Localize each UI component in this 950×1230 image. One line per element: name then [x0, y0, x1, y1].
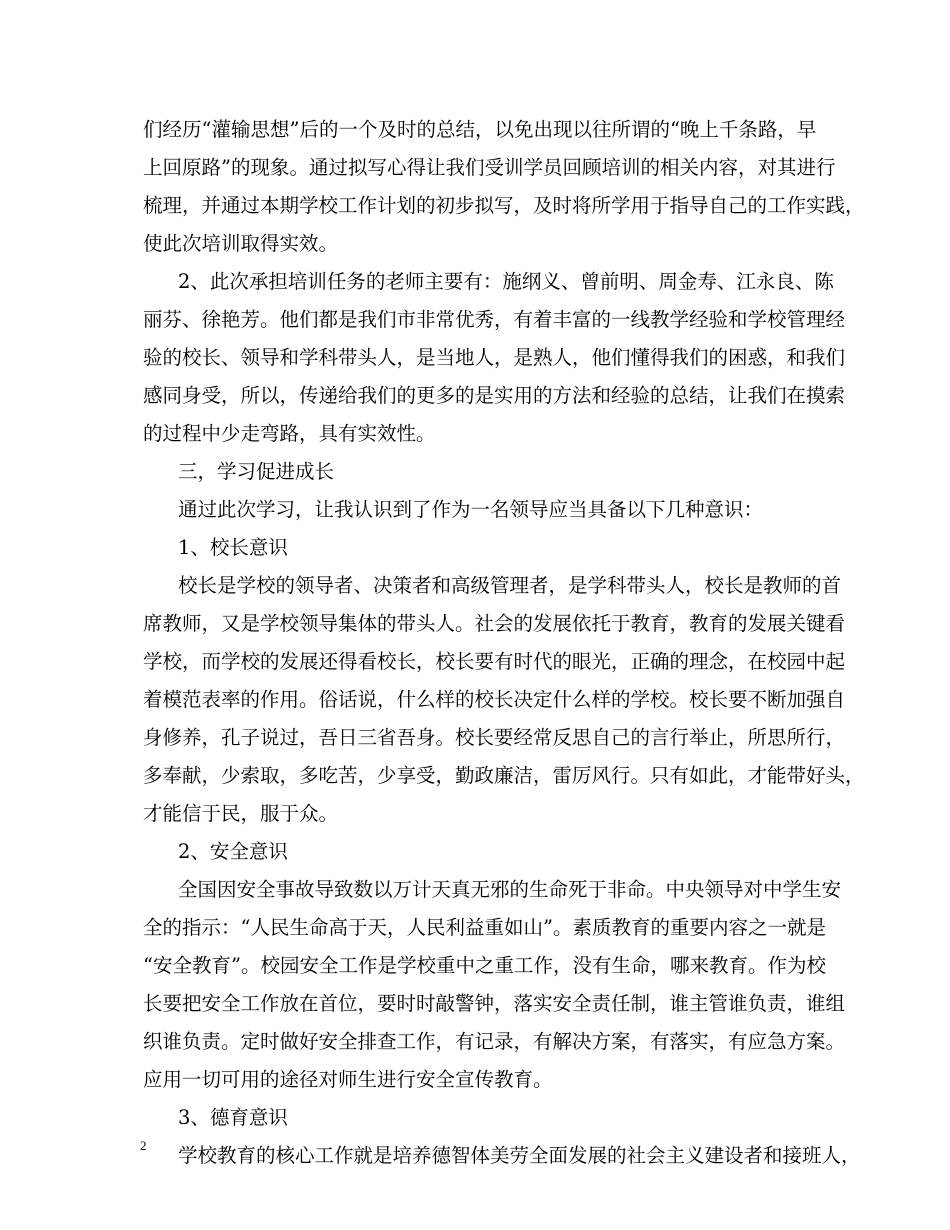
body-text-line: 长要把安全工作放在首位，要时时敲警钟，落实安全责任制，谁主管谁负责，谁组 — [143, 992, 846, 1015]
paragraph-first-line: 2、此次承担培训任务的老师主要有：施纲义、曾前明、周金寿、江永良、陈 — [178, 270, 834, 293]
subsection-heading: 3、德育意识 — [178, 1106, 288, 1129]
body-text-line: 多奉献，少索取，多吃苦，少享受，勤政廉洁，雷厉风行。只有如此，才能带好头， — [143, 764, 865, 787]
body-text-line: 梳理，并通过本期学校工作计划的初步拟写，及时将所学用于指导自己的工作实践， — [143, 194, 865, 217]
body-text-line: 全的指示：“人民生命高于天，人民利益重如山”。素质教育的重要内容之一就是 — [143, 916, 826, 939]
paragraph-first-line: 校长是学校的领导者、决策者和高级管理者，是学科带头人，校长是教师的首 — [178, 574, 842, 597]
body-text-line: 应用一切可用的途径对师生进行安全宣传教育。 — [143, 1068, 553, 1091]
page-number: 2 — [140, 1138, 147, 1153]
section-heading: 三，学习促进成长 — [178, 460, 335, 483]
paragraph-first-line: 全国因安全事故导致数以万计天真无邪的生命死于非命。中央领导对中学生安 — [178, 878, 842, 901]
body-text-line: 身修养，孔子说过，吾日三省吾身。校长要经常反思自己的言行举止，所思所行， — [143, 726, 846, 749]
body-text-line: 使此次培训取得实效。 — [143, 232, 339, 255]
body-text-line: 学校，而学校的发展还得看校长，校长要有时代的眼光，正确的理念，在校园中起 — [143, 650, 846, 673]
paragraph-first-line: 学校教育的核心工作就是培养德智体美劳全面发展的社会主义建设者和接班人， — [178, 1144, 861, 1167]
subsection-heading: 1、校长意识 — [178, 536, 288, 559]
paragraph-first-line: 通过此次学习，让我认识到了作为一名领导应当具备以下几种意识： — [178, 498, 764, 521]
body-text-line: 验的校长、领导和学科带头人，是当地人，是熟人，他们懂得我们的困惑，和我们 — [143, 346, 846, 369]
body-text-line: 上回原路”的现象。通过拟写心得让我们受训学员回顾培训的相关内容，对其进行 — [143, 156, 836, 179]
body-text-line: 们经历“灌输思想”后的一个及时的总结，以免出现以往所谓的“晚上千条路，早 — [143, 118, 817, 141]
body-text-line: 席教师，又是学校领导集体的带头人。社会的发展依托于教育，教育的发展关键看 — [143, 612, 846, 635]
body-text-line: 着模范表率的作用。俗话说，什么样的校长决定什么样的学校。校长要不断加强自 — [143, 688, 846, 711]
body-text-line: 丽芬、徐艳芳。他们都是我们市非常优秀，有着丰富的一线教学经验和学校管理经 — [143, 308, 846, 331]
body-text-line: 织谁负责。定时做好安全排查工作，有记录，有解决方案，有落实，有应急方案。 — [143, 1030, 846, 1053]
body-text-line: 的过程中少走弯路，具有实效性。 — [143, 422, 436, 445]
subsection-heading: 2、安全意识 — [178, 840, 288, 863]
body-text-line: 感同身受，所以，传递给我们的更多的是实用的方法和经验的总结，让我们在摸索 — [143, 384, 846, 407]
body-text-line: “安全教育”。校园安全工作是学校重中之重工作，没有生命，哪来教育。作为校 — [143, 954, 826, 977]
body-text-line: 才能信于民，服于众。 — [143, 802, 339, 825]
